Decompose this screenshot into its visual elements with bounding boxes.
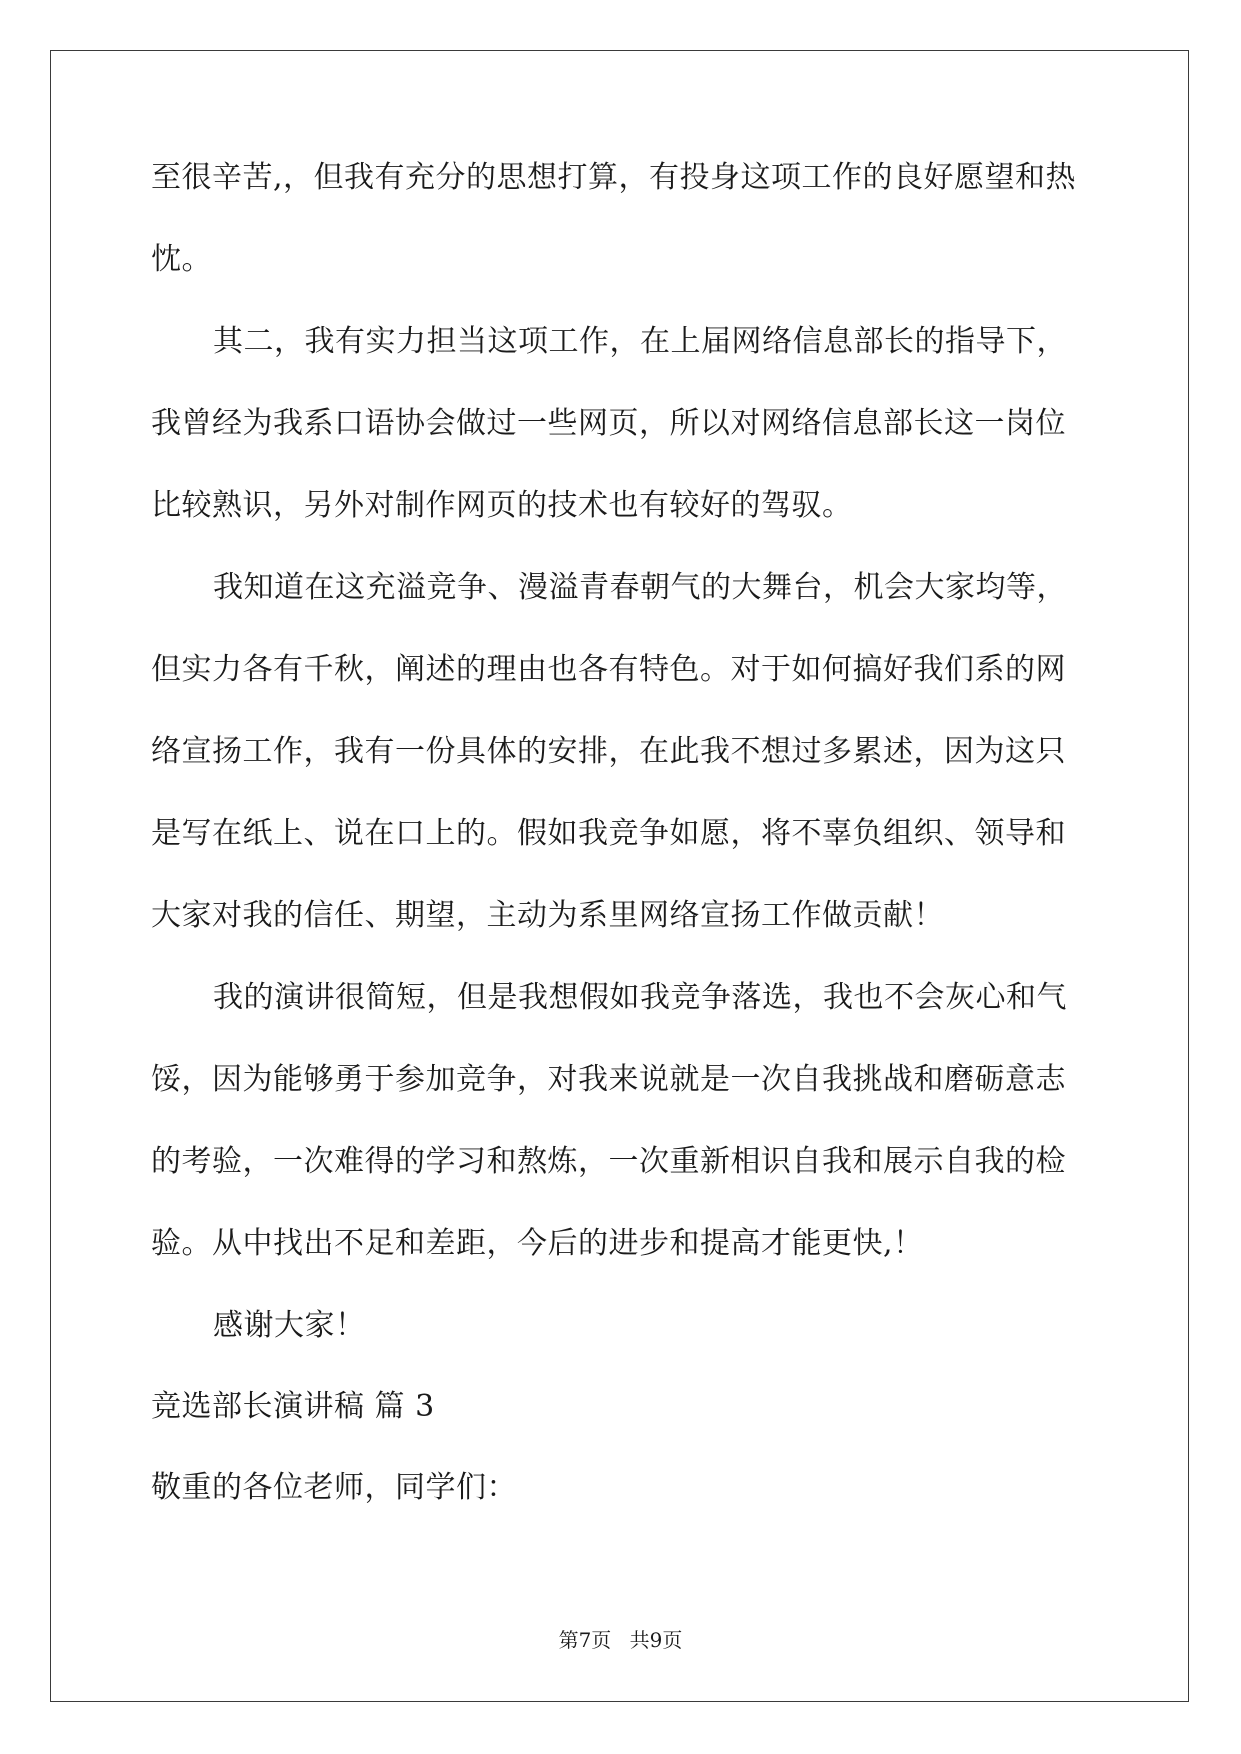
paragraph-start-line: 我的演讲很简短，但是我想假如我竞争落选，我也不会灰心和气 bbox=[213, 980, 1067, 1015]
text-line: 馁，因为能够勇于参加竞争，对我来说就是一次自我挑战和磨砺意志 bbox=[151, 1062, 1066, 1097]
text-line: 大家对我的信任、期望，主动为系里网络宣扬工作做贡献！ bbox=[151, 898, 944, 933]
text-line: 但实力各有千秋，阐述的理由也各有特色。对于如何搞好我们系的网 bbox=[151, 652, 1066, 687]
text-line: 的考验，一次难得的学习和熬炼，一次重新相识自我和展示自我的检 bbox=[151, 1144, 1066, 1179]
text-line: 是写在纸上、说在口上的。假如我竞争如愿，将不辜负组织、领导和 bbox=[151, 816, 1066, 851]
page-number-current: 第7页 bbox=[558, 1628, 612, 1652]
text-line: 忱。 bbox=[151, 242, 212, 277]
section-heading: 竞选部长演讲稿 篇 3 bbox=[151, 1389, 435, 1424]
text-line: 我曾经为我系口语协会做过一些网页，所以对网络信息部长这一岗位 bbox=[151, 406, 1066, 441]
document-body bbox=[151, 160, 1091, 1505]
closing-thanks: 感谢大家！ bbox=[213, 1308, 366, 1343]
paragraph-start-line: 其二，我有实力担当这项工作，在上届网络信息部长的指导下， bbox=[213, 324, 1067, 359]
page-footer bbox=[0, 1628, 1241, 1652]
paragraph-start-line: 我知道在这充溢竞争、漫溢青春朝气的大舞台，机会大家均等， bbox=[213, 570, 1067, 605]
text-line: 络宣扬工作，我有一份具体的安排，在此我不想过多累述，因为这只 bbox=[151, 734, 1066, 769]
text-line: 比较熟识，另外对制作网页的技术也有较好的驾驭。 bbox=[151, 488, 853, 523]
page-number-total: 共9页 bbox=[629, 1628, 683, 1652]
salutation: 敬重的各位老师，同学们： bbox=[151, 1470, 517, 1505]
text-line: 验。从中找出不足和差距，今后的进步和提高才能更快,！ bbox=[151, 1226, 924, 1261]
text-line: 至很辛苦,，但我有充分的思想打算，有投身这项工作的良好愿望和热 bbox=[151, 160, 1077, 195]
